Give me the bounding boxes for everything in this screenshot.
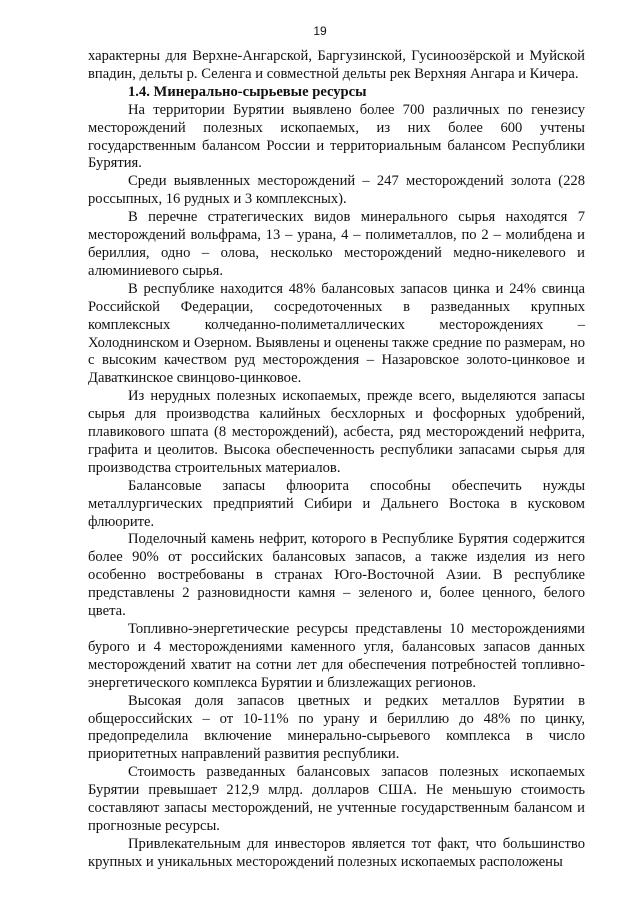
page-number: 19 <box>313 24 327 38</box>
paragraph: Высокая доля запасов цветных и редких металлов Бурятии в общероссийских – от 10-11% по урану и бериллию до 48% по цинку, предопределила включение минерально-сырьевого комплекса в число приоритетных направлений развития республики. <box>88 692 585 763</box>
paragraph: Поделочный камень нефрит, которого в Республике Бурятия содержится более 90% от российских балансовых запасов, а также изделия из него особенно востребованы в странах Юго-Восточной Азии. В республике представлены 2 разновидности камня – зеленого и, более ценного, белого цвета. <box>88 531 585 620</box>
paragraph: Стоимость разведанных балансовых запасов полезных ископаемых Бурятии превышает 212,9 млрд. долларов США. Не меньшую стоимость составляют запасы месторождений, не учтенные государственным балансом и прогнозные ресурсы. <box>88 764 585 834</box>
paragraph: Среди выявленных месторождений – 247 месторождений золота (228 россыпных, 16 рудных и 3 комплексных). <box>88 173 585 208</box>
paragraph: Топливно-энергетические ресурсы представлены 10 месторождениями бурого и 4 месторождениями каменного угля, балансовых запасов данных месторождений хватит на сотни лет для обеспечения потребностей топливно-энергетического комплекса Бурятии и близлежащих регионов. <box>88 621 585 691</box>
paragraph: В республике находится 48% балансовых запасов цинка и 24% свинца Российской Федерации, сосредоточенных в разведанных крупных комплексных колчеданно-полиметаллических месторождениях – Холоднинском и Озерном. Выявлены и оценены также средние по размерам, но с высоким качеством руд месторождения – Назаровское золото-цинковое и Даваткинское свинцово-цинковое. <box>88 280 585 387</box>
paragraph: Привлекательным для инвесторов является тот факт, что большинство крупных и уникальных месторождений полезных ископаемых расположены <box>88 835 585 870</box>
paragraph: В перечне стратегических видов минерального сырья находятся 7 месторождений вольфрама, 13 – урана, 4 – полиметаллов, по 2 – молибдена и бериллия, одно – олова, несколько месторождений медно-никелевого и алюминиевого сырья. <box>88 209 585 279</box>
page-body <box>88 48 585 872</box>
paragraph-continuation: характерны для Верхне-Ангарской, Баргузинской, Гусиноозёрской и Муйской впадин, дельты р. Селенга и совместной дельты рек Верхняя Ангара и Кичера. <box>88 48 585 82</box>
section-heading: 1.4. Минерально-сырьевые ресурсы <box>128 83 367 100</box>
paragraph: Балансовые запасы флюорита способны обеспечить нужды металлургических предприятий Сибири и Дальнего Востока в кусковом флюорите. <box>88 477 585 530</box>
paragraph: Из нерудных полезных ископаемых, прежде всего, выделяются запасы сырья для производства калийных бесхлорных и фосфорных удобрений, плавикового шпата (8 месторождений), асбеста, ряд месторождений нефрита, графита и цеолитов. Высока обеспеченность республики запасами сырья для производства строительных материалов. <box>88 388 585 476</box>
paragraph: На территории Бурятии выявлено более 700 различных по генезису месторождений полезных ископаемых, из них более 600 учтены государственным балансом России и территориальным балансом Республики Бурятия. <box>88 101 585 172</box>
